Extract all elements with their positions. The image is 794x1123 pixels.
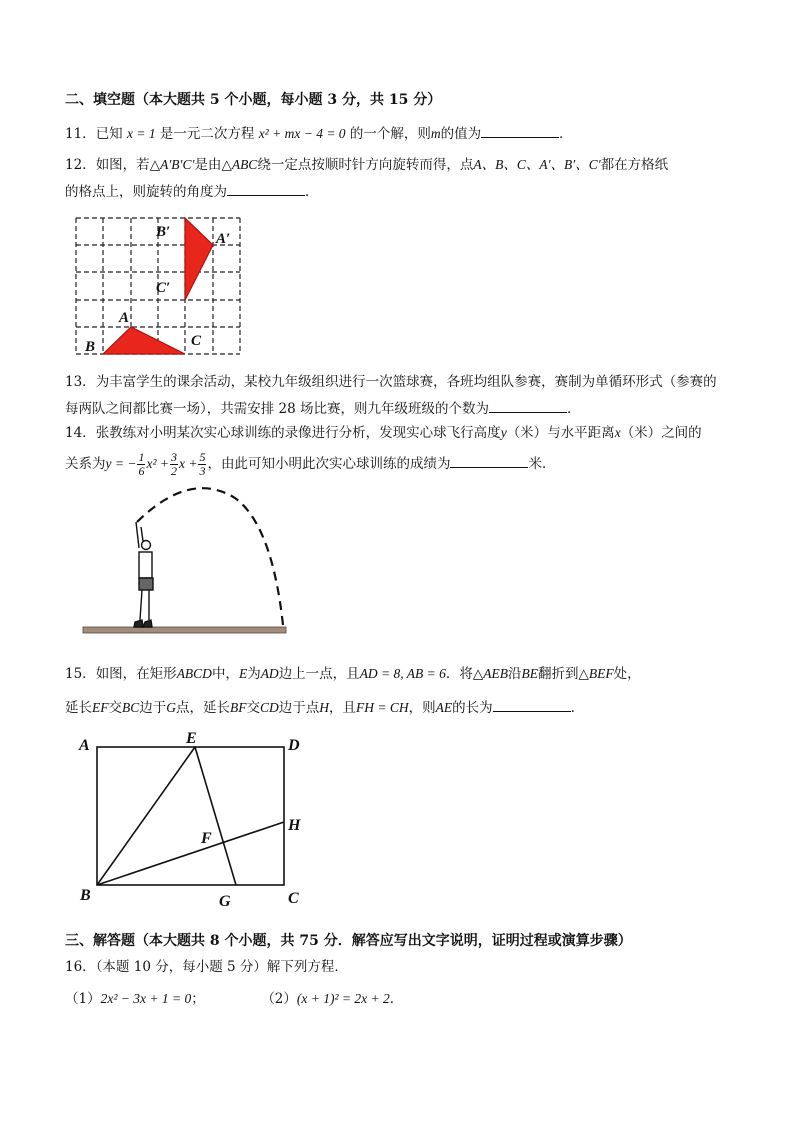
q14-f1-num: 1: [138, 450, 145, 464]
q14-f1-den: 6: [138, 464, 145, 478]
q15-seg-ae: AE: [435, 700, 453, 715]
q15-given: AD = 8, AB = 6: [359, 666, 446, 681]
q15-tri-bef: △BEF: [578, 666, 614, 681]
q15-line2-i: 的长为: [452, 700, 493, 716]
q12-line1-a: 如图，若: [95, 157, 150, 173]
q14-f3-num: 5: [199, 450, 206, 464]
q14-eq-mid2: x +: [179, 456, 198, 471]
q11-text-b: 是一元二次方程: [159, 126, 255, 142]
q15-line2-b: 交: [108, 700, 122, 716]
q12-label-c1: C′: [156, 280, 171, 296]
q15-seg-bf: BF: [230, 700, 247, 715]
q12-line1-b: 是由: [194, 157, 222, 173]
q12-triangle-image: △A′B′C′: [149, 157, 195, 172]
q16-number: 16．: [65, 959, 96, 975]
q15-label-c: C: [288, 890, 299, 907]
q14-f2-den: 2: [171, 464, 177, 478]
q15-line1-a: 如图，在矩形: [95, 666, 177, 682]
q15-line2-c: 边于: [139, 700, 167, 716]
q14-unit1: （米）: [506, 425, 548, 441]
q15-label-g: G: [219, 893, 231, 910]
q11-condition: x = 1: [126, 126, 156, 141]
q16-text: （本题 10 分，每小题 5 分）解下列方程．: [95, 959, 348, 975]
q14-y: y: [500, 425, 507, 440]
q15-line1-e: ．将: [445, 666, 473, 682]
q16-part1-label: （1）: [65, 991, 101, 1007]
q15-seg-bc: BC: [122, 700, 140, 715]
q12-triangle-original: △ABC: [221, 157, 258, 172]
q15-label-d: D: [288, 737, 300, 754]
q14-number: 14．: [65, 425, 96, 441]
q12-label-a: A: [119, 310, 130, 326]
q15-point-e: E: [238, 666, 248, 681]
q12-number: 12．: [65, 157, 96, 173]
q15-seg-ef: EF: [92, 700, 109, 715]
section-3-heading: 三、解答题（本大题共 8 个小题，共 75 分．解答应写出文字说明，证明过程或演算步骤）: [65, 933, 632, 949]
question-16-parts: [65, 989, 403, 1009]
q13-line2: 每两队之间都比赛一场），共需安排 28 场比赛，则九年级班级的个数为: [65, 401, 490, 417]
q15-line1-g: 翻折到: [538, 666, 579, 682]
q12-points: A、B、C、A′、B′、C′: [473, 157, 601, 172]
q14-eq-lhs: y = −: [105, 456, 137, 471]
q15-label-b: B: [80, 887, 91, 904]
q14-line2-b: ，由此可知小明此次实心球训练的成绩为: [207, 456, 451, 472]
q15-line2-e: 交: [246, 700, 261, 716]
q13-number: 13．: [65, 374, 96, 390]
q14-line1-c: 之间的: [661, 425, 702, 441]
q11-end: ．: [559, 126, 573, 142]
q15-end: ．: [570, 700, 585, 716]
q15-line2-d: 点，延长: [176, 700, 231, 716]
q13-end: ．: [567, 401, 581, 417]
q12-label-b1: B′: [156, 224, 171, 240]
q15-number: 15．: [65, 666, 96, 682]
q16-part2-end: ．: [389, 991, 404, 1007]
q14-unit2: （米）: [620, 425, 662, 441]
q16-part1-equation: 2x² − 3x + 1 = 0: [100, 991, 192, 1006]
q16-part1-end: ；: [191, 991, 205, 1007]
q12-label-a1: A′: [216, 231, 231, 247]
q15-line1-c: 为: [247, 666, 261, 682]
q15-side-ad: AD: [260, 666, 279, 681]
q12-label-c: C: [191, 333, 202, 349]
q15-seg-be: BE: [521, 666, 539, 681]
q11-equation: x² + mx − 4 = 0: [258, 126, 346, 141]
q15-label-f: F: [201, 830, 212, 847]
q13-line1: 为丰富学生的课余活动，某校九年级组织进行一次篮球赛，各班均组队参赛，赛制为单循环形式（参赛的: [95, 374, 717, 390]
q15-line2-a: 延长: [65, 700, 92, 716]
q14-line1-a: 张教练对小明某次实心球训练的录像进行分析，发现实心球飞行高度: [95, 425, 501, 441]
q15-rect: ABCD: [176, 666, 212, 681]
q15-lines: [97, 747, 284, 885]
q12-end: ．: [305, 184, 319, 200]
q15-point-g: G: [166, 700, 177, 715]
q14-x: x: [614, 425, 621, 440]
q15-label-e: E: [186, 730, 197, 747]
q14-f2-num: 3: [171, 450, 177, 464]
q14-end: 米．: [528, 456, 556, 472]
q14-line2-a: 关系为: [65, 456, 106, 472]
q11-number: 11．: [65, 126, 96, 142]
q16-part2-label: （2）: [261, 991, 297, 1007]
q15-label-h: H: [288, 817, 301, 834]
q15-tri-aeb: △AEB: [472, 666, 509, 681]
q11-text-a: 已知: [95, 126, 123, 142]
q15-line1-b: 中，: [211, 666, 239, 682]
q11-text-d: 的值为: [440, 126, 482, 142]
q11-var: m: [430, 126, 441, 141]
q15-line2-h: ，则: [408, 700, 436, 716]
q14-line1-b: 与水平距离: [547, 425, 615, 441]
q15-line1-d: 边上一点，且: [278, 666, 360, 682]
section-2-heading: 二、填空题（本大题共 5 个小题，每小题 3 分，共 15 分）: [65, 92, 442, 108]
q16-part2-equation: (x + 1)² = 2x + 2: [296, 991, 390, 1006]
q12-line1-d: 都在方格纸: [600, 157, 669, 173]
q12-line1-c: 绕一定点按顺时针方向旋转而得，点: [257, 157, 474, 173]
q15-line1-f: 沿: [508, 666, 522, 682]
q15-label-a: A: [79, 737, 90, 754]
q15-seg-cd: CD: [260, 700, 279, 715]
q15-line2-f: 边于点: [278, 700, 320, 716]
q12-label-b: B: [85, 339, 96, 355]
q14-f3-den: 3: [199, 464, 206, 478]
q12-line2: 的格点上，则旋转的角度为: [65, 184, 227, 200]
q14-eq-mid1: x² +: [146, 456, 169, 471]
q15-line2-g: ，且: [329, 700, 357, 716]
q11-text-c: 的一个解，则: [349, 126, 431, 142]
question-16: [65, 957, 348, 977]
q15-line1-h: 处，: [613, 666, 641, 682]
q15-condition: FH = CH: [356, 700, 409, 715]
q15-point-h: H: [319, 700, 330, 715]
